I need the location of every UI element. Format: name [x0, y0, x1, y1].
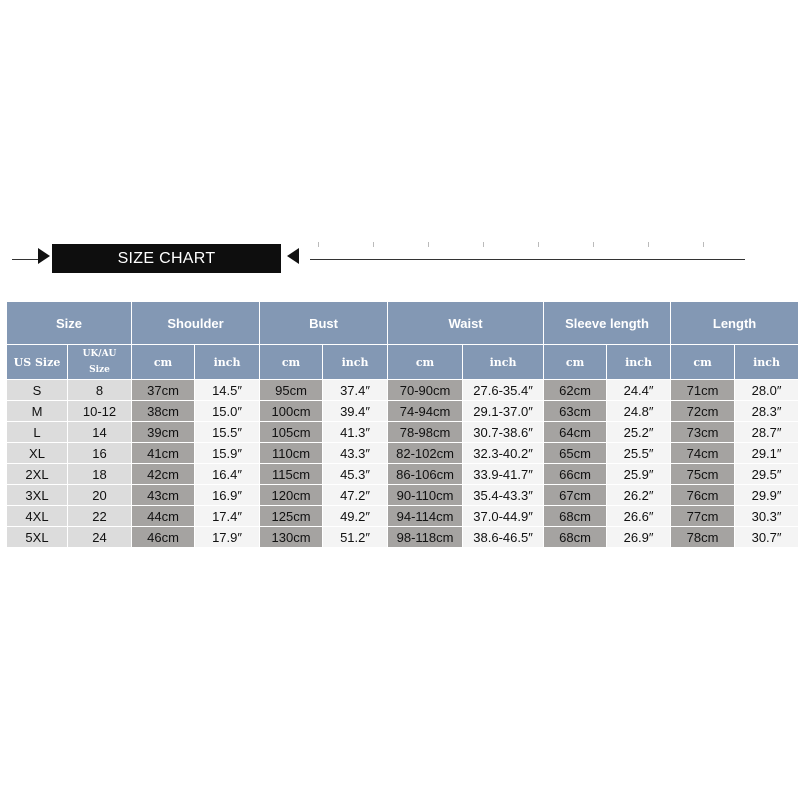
group-header-row	[7, 302, 799, 345]
bust-cm-cell: 110cm	[260, 443, 323, 464]
us-size-cell: XL	[7, 443, 68, 464]
us-size-cell: 4XL	[7, 506, 68, 527]
shoulder-inch-cell: 16.4″	[195, 464, 260, 485]
bust-inch-cell: 47.2″	[323, 485, 388, 506]
sleeve-cm-cell: 64cm	[544, 422, 607, 443]
uk-size-cell: 18	[68, 464, 132, 485]
sleeve-inch-cell: 24.4″	[607, 380, 671, 401]
us-size-cell: L	[7, 422, 68, 443]
sleeve-inch-cell: 26.2″	[607, 485, 671, 506]
shoulder-cm-cell: 39cm	[132, 422, 195, 443]
sleeve-inch-cell: 25.2″	[607, 422, 671, 443]
shoulder-cm-cell: 43cm	[132, 485, 195, 506]
bust-cm-cell: 100cm	[260, 401, 323, 422]
bust-inch-cell: 41.3″	[323, 422, 388, 443]
group-bust: Bust	[260, 302, 388, 345]
uk-size-cell: 14	[68, 422, 132, 443]
unit-inch: inch	[323, 345, 388, 380]
shoulder-cm-cell: 38cm	[132, 401, 195, 422]
waist-cm-cell: 74-94cm	[388, 401, 463, 422]
bust-inch-cell: 43.3″	[323, 443, 388, 464]
waist-inch-cell: 32.3-40.2″	[463, 443, 544, 464]
bust-cm-cell: 115cm	[260, 464, 323, 485]
length-cm-cell: 74cm	[671, 443, 735, 464]
bust-cm-cell: 95cm	[260, 380, 323, 401]
group-length: Length	[671, 302, 799, 345]
unit-us-size: US Size	[7, 345, 68, 380]
bust-cm-cell: 130cm	[260, 527, 323, 548]
bust-cm-cell: 125cm	[260, 506, 323, 527]
banner-title: SIZE CHART	[52, 244, 281, 273]
banner-tick	[483, 242, 484, 247]
waist-cm-cell: 82-102cm	[388, 443, 463, 464]
banner-rule-left	[12, 259, 38, 260]
length-inch-cell: 28.3″	[735, 401, 799, 422]
waist-cm-cell: 94-114cm	[388, 506, 463, 527]
sleeve-inch-cell: 26.6″	[607, 506, 671, 527]
size-rows	[7, 380, 799, 548]
banner-tick	[373, 242, 374, 247]
sleeve-cm-cell: 68cm	[544, 506, 607, 527]
waist-cm-cell: 98-118cm	[388, 527, 463, 548]
uk-size-cell: 22	[68, 506, 132, 527]
waist-inch-cell: 37.0-44.9″	[463, 506, 544, 527]
sleeve-inch-cell: 24.8″	[607, 401, 671, 422]
sleeve-inch-cell: 25.5″	[607, 443, 671, 464]
waist-inch-cell: 35.4-43.3″	[463, 485, 544, 506]
table-row	[7, 422, 799, 443]
us-size-cell: S	[7, 380, 68, 401]
shoulder-inch-cell: 16.9″	[195, 485, 260, 506]
bust-inch-cell: 49.2″	[323, 506, 388, 527]
banner-rule-right	[310, 259, 745, 260]
us-size-cell: M	[7, 401, 68, 422]
table-row	[7, 464, 799, 485]
length-cm-cell: 71cm	[671, 380, 735, 401]
bust-inch-cell: 51.2″	[323, 527, 388, 548]
bust-inch-cell: 39.4″	[323, 401, 388, 422]
length-cm-cell: 72cm	[671, 401, 735, 422]
waist-cm-cell: 90-110cm	[388, 485, 463, 506]
length-cm-cell: 75cm	[671, 464, 735, 485]
ribbon-tail-right	[287, 248, 299, 264]
group-shoulder: Shoulder	[132, 302, 260, 345]
bust-inch-cell: 37.4″	[323, 380, 388, 401]
table-row	[7, 401, 799, 422]
unit-uk-size	[68, 345, 132, 380]
length-cm-cell: 78cm	[671, 527, 735, 548]
length-cm-cell: 73cm	[671, 422, 735, 443]
waist-inch-cell: 38.6-46.5″	[463, 527, 544, 548]
table-row	[7, 506, 799, 527]
sleeve-cm-cell: 63cm	[544, 401, 607, 422]
size-chart-banner	[0, 238, 800, 278]
group-sleeve-length: Sleeve length	[544, 302, 671, 345]
bust-inch-cell: 45.3″	[323, 464, 388, 485]
banner-tick	[703, 242, 704, 247]
unit-cm: cm	[260, 345, 323, 380]
waist-inch-cell: 29.1-37.0″	[463, 401, 544, 422]
waist-inch-cell: 30.7-38.6″	[463, 422, 544, 443]
unit-inch: inch	[607, 345, 671, 380]
uk-size-cell: 24	[68, 527, 132, 548]
shoulder-cm-cell: 37cm	[132, 380, 195, 401]
uk-size-cell: 8	[68, 380, 132, 401]
bust-cm-cell: 120cm	[260, 485, 323, 506]
sleeve-inch-cell: 26.9″	[607, 527, 671, 548]
size-chart-table	[6, 301, 799, 548]
sleeve-cm-cell: 62cm	[544, 380, 607, 401]
shoulder-inch-cell: 15.0″	[195, 401, 260, 422]
sleeve-cm-cell: 68cm	[544, 527, 607, 548]
shoulder-cm-cell: 41cm	[132, 443, 195, 464]
sleeve-cm-cell: 67cm	[544, 485, 607, 506]
sleeve-cm-cell: 66cm	[544, 464, 607, 485]
sleeve-cm-cell: 65cm	[544, 443, 607, 464]
shoulder-inch-cell: 17.4″	[195, 506, 260, 527]
shoulder-cm-cell: 44cm	[132, 506, 195, 527]
length-cm-cell: 76cm	[671, 485, 735, 506]
unit-inch: inch	[735, 345, 799, 380]
banner-tick	[428, 242, 429, 247]
waist-cm-cell: 70-90cm	[388, 380, 463, 401]
unit-cm: cm	[544, 345, 607, 380]
table-row	[7, 527, 799, 548]
waist-cm-cell: 86-106cm	[388, 464, 463, 485]
length-inch-cell: 28.7″	[735, 422, 799, 443]
length-inch-cell: 29.9″	[735, 485, 799, 506]
length-inch-cell: 30.3″	[735, 506, 799, 527]
uk-size-cell: 20	[68, 485, 132, 506]
waist-cm-cell: 78-98cm	[388, 422, 463, 443]
unit-inch: inch	[195, 345, 260, 380]
waist-inch-cell: 27.6-35.4″	[463, 380, 544, 401]
length-inch-cell: 29.1″	[735, 443, 799, 464]
shoulder-inch-cell: 14.5″	[195, 380, 260, 401]
shoulder-cm-cell: 42cm	[132, 464, 195, 485]
shoulder-cm-cell: 46cm	[132, 527, 195, 548]
bust-cm-cell: 105cm	[260, 422, 323, 443]
sleeve-inch-cell: 25.9″	[607, 464, 671, 485]
unit-uk-size-line2: Size	[89, 365, 110, 375]
table-row	[7, 380, 799, 401]
uk-size-cell: 10-12	[68, 401, 132, 422]
unit-uk-size-line1: UK/AU	[82, 349, 117, 359]
banner-tick	[538, 242, 539, 247]
shoulder-inch-cell: 15.9″	[195, 443, 260, 464]
uk-size-cell: 16	[68, 443, 132, 464]
group-size: Size	[7, 302, 132, 345]
length-inch-cell: 30.7″	[735, 527, 799, 548]
banner-tick	[318, 242, 319, 247]
length-inch-cell: 28.0″	[735, 380, 799, 401]
table-row	[7, 443, 799, 464]
waist-inch-cell: 33.9-41.7″	[463, 464, 544, 485]
banner-tick	[648, 242, 649, 247]
unit-cm: cm	[388, 345, 463, 380]
group-waist: Waist	[388, 302, 544, 345]
banner-tick	[593, 242, 594, 247]
unit-cm: cm	[132, 345, 195, 380]
unit-cm: cm	[671, 345, 735, 380]
ribbon-tail-left	[38, 248, 50, 264]
us-size-cell: 5XL	[7, 527, 68, 548]
us-size-cell: 2XL	[7, 464, 68, 485]
shoulder-inch-cell: 15.5″	[195, 422, 260, 443]
us-size-cell: 3XL	[7, 485, 68, 506]
shoulder-inch-cell: 17.9″	[195, 527, 260, 548]
length-cm-cell: 77cm	[671, 506, 735, 527]
length-inch-cell: 29.5″	[735, 464, 799, 485]
unit-header-row	[7, 345, 799, 380]
unit-inch: inch	[463, 345, 544, 380]
table-row	[7, 485, 799, 506]
